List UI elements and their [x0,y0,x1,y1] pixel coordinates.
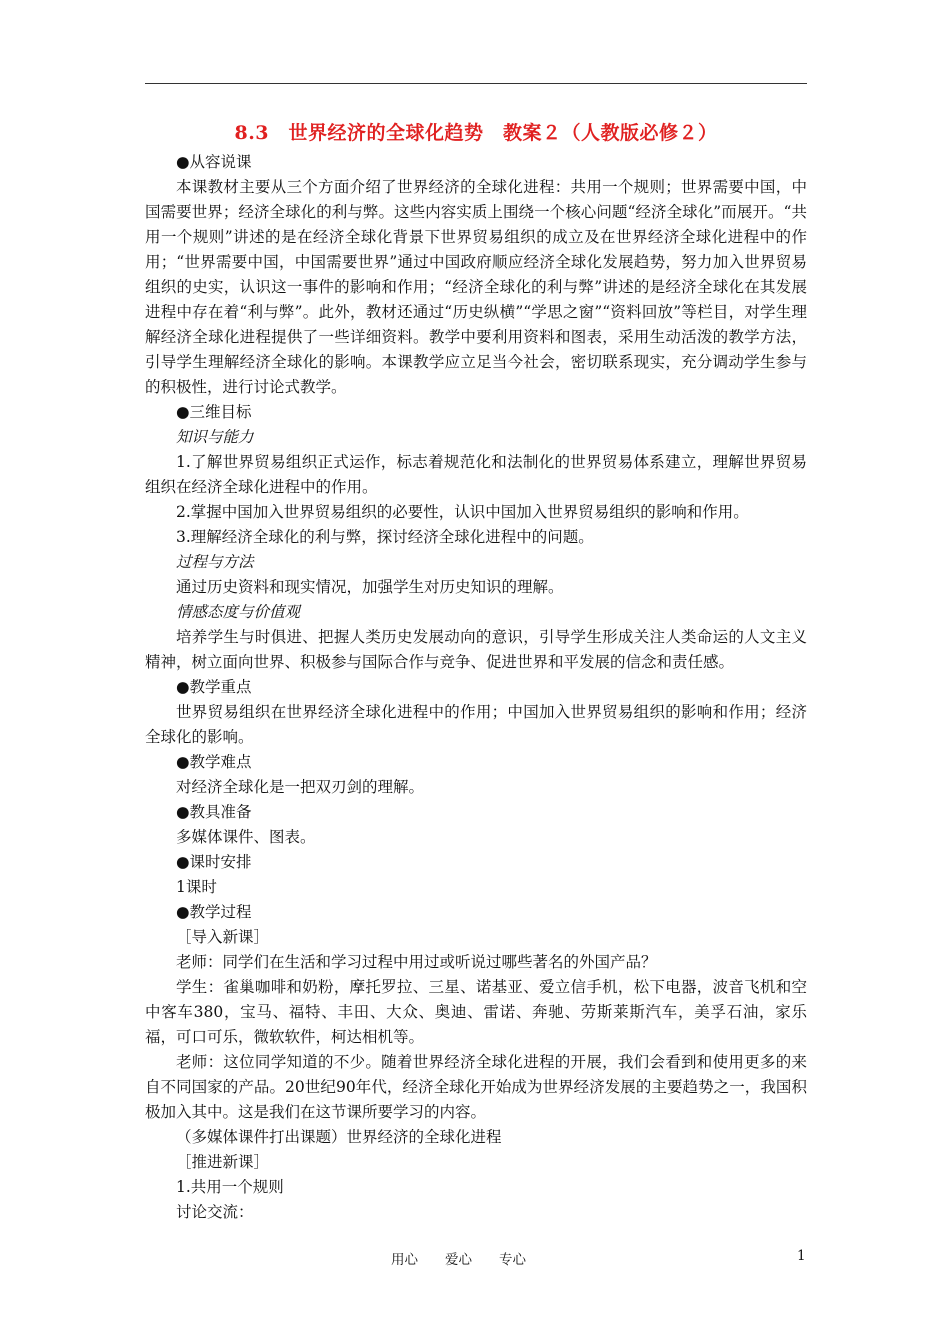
body-paragraph: 1.了解世界贸易组织正式运作，标志着规范化和法制化的世界贸易体系建立，理解世界贸易组织在经济全球化进程中的作用。 [145,453,807,496]
body-paragraph: 讨论交流： [176,1203,254,1221]
body-paragraph: 通过历史资料和现实情况，加强学生对历史知识的理解。 [176,578,564,596]
section-heading: ●教学重点 [176,678,252,696]
section-heading: ●教具准备 [176,803,252,821]
footer-slogan: 用心 爱心 专心 [391,1252,526,1268]
subsection-heading: 知识与能力 [176,428,254,446]
body-paragraph: 1.共用一个规则 [176,1178,284,1196]
body-paragraph: ［推进新课］ [176,1153,270,1171]
body-paragraph: 1课时 [176,878,217,896]
header-rule [145,83,807,84]
body-paragraph: 培养学生与时俱进、把握人类历史发展动向的意识，引导学生形成关注人类命运的人文主义精神，树立面向世界、积极参与国际合作与竞争、促进世界和平发展的信念和责任感。 [145,628,807,671]
body-paragraph: 学生：雀巢咖啡和奶粉，摩托罗拉、三星、诺基亚、爱立信手机，松下电器，波音飞机和空中客车380，宝马、福特、丰田、大众、奥迪、雷诺、奔驰、劳斯莱斯汽车，美孚石油，家乐福，可口可乐，微软软件，柯达相机等。 [145,978,807,1046]
body-paragraph: 对经济全球化是一把双刃剑的理解。 [176,778,425,796]
document-title: 8.3 世界经济的全球化趋势 教案２（人教版必修２） [234,122,718,144]
body-paragraph: 多媒体课件、图表。 [176,828,316,846]
subsection-heading: 过程与方法 [176,553,254,571]
body-paragraph: 3.理解经济全球化的利与弊，探讨经济全球化进程中的问题。 [176,528,594,546]
section-heading: ●教学难点 [176,753,252,771]
section-heading: ●三维目标 [176,403,252,421]
page-footer [0,1248,950,1268]
body-paragraph: 世界贸易组织在世界经济全球化进程中的作用；中国加入世界贸易组织的影响和作用；经济全球化的影响。 [145,703,807,746]
page-number: 1 [797,1248,806,1264]
paragraph-list [145,150,807,1225]
subsection-heading: 情感态度与价值观 [176,603,301,621]
document-body [145,118,807,1225]
body-paragraph: 2.掌握中国加入世界贸易组织的必要性，认识中国加入世界贸易组织的影响和作用。 [176,503,749,521]
body-paragraph: 本课教材主要从三个方面介绍了世界经济的全球化进程：共用一个规则；世界需要中国，中国需要世界；经济全球化的利与弊。这些内容实质上围绕一个核心问题“经济全球化”而展开。“共用一个规则”讲述的是在经济全球化背景下世界贸易组织的成立及在世界经济全球化进程中的作用；“世界需要中国，中国需要世界”通过中国政府顺应经济全球化发展趋势，努力加入世界贸易组织的史实，认识这一事件的影响和作用；“经济全球化的利与弊”讲述的是经济全球化在其发展进程中存在着“利与弊”。此外，教材还通过“历史纵横”“学思之窗”“资料回放”等栏目，对学生理解经济全球化进程提供了一些详细资料。教学中要利用资料和图表，采用生动活泼的教学方法，引导学生理解经济全球化的影响。本课教学应立足当今社会，密切联系现实，充分调动学生参与的积极性，进行讨论式教学。 [145,178,807,396]
section-heading: ●教学过程 [176,903,252,921]
body-paragraph: 老师：这位同学知道的不少。随着世界经济全球化进程的开展，我们会看到和使用更多的来自不同国家的产品。20世纪90年代，经济全球化开始成为世界经济发展的主要趋势之一，我国积极加入其中。这是我们在这节课所要学习的内容。 [145,1053,807,1121]
section-heading: ●课时安排 [176,853,252,871]
body-paragraph: 老师：同学们在生活和学习过程中用过或听说过哪些著名的外国产品？ [176,953,657,971]
section-heading: ●从容说课 [176,153,252,171]
body-paragraph: （多媒体课件打出课题）世界经济的全球化进程 [176,1128,502,1146]
body-paragraph: ［导入新课］ [176,928,270,946]
